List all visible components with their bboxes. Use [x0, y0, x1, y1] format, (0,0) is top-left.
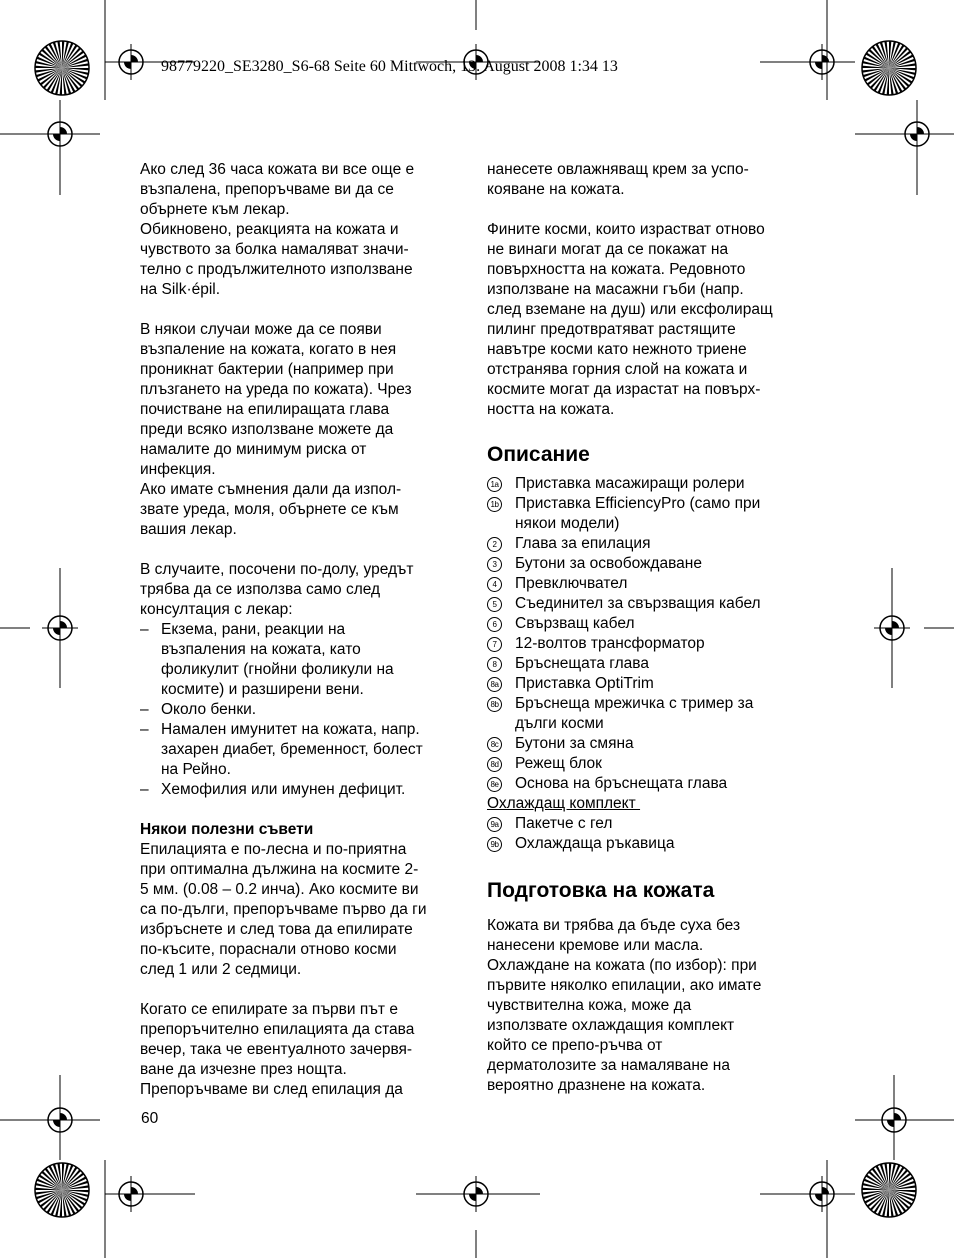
- list-item: 8d Режещ блок: [487, 754, 817, 774]
- item-number-badge: 8a: [487, 677, 502, 692]
- registration-target-icon: [874, 610, 910, 646]
- paragraph-ingrown-hairs: Фините косми, които израстват отново не винаги могат да се покажат на повърхността на кожата. Редовното използване на масажни гъби (напр. след вземане на душ) или ексфолиращ пилинг предотвратяват растящите навътре косми като нежното триене отстранява горния слой на кожата и космите могат да израстат на повърх- ността на кожата.: [487, 221, 773, 418]
- list-item: 2 Глава за епилация: [487, 534, 817, 554]
- conditions-list: [140, 620, 465, 800]
- print-header: 98779220_SE3280_S6-68 Seite 60 Mittwoch, 13. August 2008 1:34 13: [161, 58, 618, 75]
- list-item: 5 Съединител за свързващия кабел: [487, 594, 817, 614]
- tips-heading: Някои полезни съвети: [140, 821, 314, 838]
- page-number: 60: [141, 1110, 159, 1127]
- list-item: 8a Приставка OptiTrim: [487, 674, 817, 694]
- paragraph-first-time: Когато се епилирате за първи път е препоръчително епилацията да става вечер, така че евентуалното зачервя- ване да изчезне през нощта. Препоръчваме ви след епилация да: [140, 1001, 415, 1098]
- item-number-badge: 9b: [487, 837, 502, 852]
- cooling-kit-heading: Охлаждащ комплект: [487, 795, 641, 812]
- registration-target-icon: [899, 116, 935, 152]
- item-number-badge: 1a: [487, 477, 502, 492]
- left-column: [140, 160, 465, 1100]
- item-number-badge: 6: [487, 617, 502, 632]
- paragraph-consult: В случаите, посочени по-долу, уредът трябва да се използва само след консултация с лекар:: [140, 561, 414, 618]
- item-number-badge: 8: [487, 657, 502, 672]
- list-item: 8b Бръснеща мрежичка с тример за дълги косми: [487, 694, 817, 734]
- item-number-badge: 8e: [487, 777, 502, 792]
- item-number-badge: 1b: [487, 497, 502, 512]
- paragraph-tips: Някои полезни съвети Епилацията е по-лесна и по-приятна при оптимална дължина на космите 2- 5 мм. (0.08 – 0.2 инча). Ако космите ви са по-дълги, препоръчваме първо да ги избръснете и след това да епилирате по-късите, пораснали отново косми след 1 или 2 седмици.: [140, 820, 465, 980]
- item-number-badge: 8c: [487, 737, 502, 752]
- list-item: – Около бенки.: [140, 701, 257, 718]
- list-item: 1a Приставка масажиращи ролери: [487, 474, 817, 494]
- list-item: 1b Приставка EfficiencyPro (само при някои модели): [487, 494, 817, 534]
- paragraph-doctor-advice: Ако след 36 часа кожата ви все още е възпалена, препоръчваме ви да се обърнете към лекар. Обикновено, реакцията на кожата и чувството за болка намаляват значи- телно с продължителното използване на Silk·épil.: [140, 161, 415, 298]
- starburst-icon: [35, 1163, 89, 1217]
- list-item: 7 12-волтов трансформатор: [487, 634, 817, 654]
- registration-target-icon: [42, 116, 78, 152]
- paragraph-skin-preparation: Кожата ви трябва да бъде суха без нанесени кремове или масла. Охлаждане на кожата (по избор): при първите няколко епилации, ако имате чувствителна кожа, може да използвате охлаждащия комплект който се препо-ръчва от дерматолозите за намаляване на вероятно дразнене на кожата.: [487, 917, 762, 1094]
- list-item: 6 Свързващ кабел: [487, 614, 817, 634]
- skin-preparation-heading: Подготовка на кожата: [487, 879, 715, 902]
- item-number-badge: 8b: [487, 697, 502, 712]
- list-item: – Екзема, рани, реакции на възпаления на кожата, като фоликулит (гнойни фоликули на космите) и разширени вени.: [140, 621, 394, 698]
- list-item: 3 Бутони за освобождаване: [487, 554, 817, 574]
- list-item: 9a Пакетче с гел: [487, 814, 817, 834]
- list-item: 8e Основа на бръснещата глава: [487, 774, 817, 794]
- description-list: [487, 474, 817, 794]
- registration-target-icon: [804, 44, 840, 80]
- item-number-badge: 4: [487, 577, 502, 592]
- list-item: 4 Превключвател: [487, 574, 817, 594]
- registration-target-icon: [42, 610, 78, 646]
- registration-target-icon: [458, 1176, 494, 1212]
- item-number-badge: 5: [487, 597, 502, 612]
- starburst-icon: [862, 1163, 916, 1217]
- registration-target-icon: [42, 1102, 78, 1138]
- list-item: – Хемофилия или имунен дефицит.: [140, 781, 406, 798]
- list-item: 8 Бръснещата глава: [487, 654, 817, 674]
- list-item: 9b Охлаждаща ръкавица: [487, 834, 817, 854]
- item-number-badge: 8d: [487, 757, 502, 772]
- registration-target-icon: [113, 44, 149, 80]
- list-item: – Намален имунитет на кожата, напр. захарен диабет, бременност, болест на Рейно.: [140, 721, 423, 778]
- registration-target-icon: [804, 1176, 840, 1212]
- right-column: [487, 160, 817, 1096]
- item-number-badge: 2: [487, 537, 502, 552]
- description-heading: Описание: [487, 443, 590, 466]
- item-number-badge: 3: [487, 557, 502, 572]
- item-number-badge: 7: [487, 637, 502, 652]
- item-number-badge: 9a: [487, 817, 502, 832]
- cooling-kit-list: [487, 814, 817, 854]
- starburst-icon: [862, 41, 916, 95]
- paragraph-cream: нанесете овлажняващ крем за успо- кояване на кожата.: [487, 161, 749, 198]
- paragraph-infection: В някои случаи може да се появи възпаление на кожата, когато в нея проникнат бактерии (например при плъзгането на уреда по кожата). Чрез почистване на епилиращата глава преди всяко използване можете да намалите до минимум риска от инфекция. Ако имате съмнения дали да изпол- звате уреда, моля, обърнете се към вашия лекар.: [140, 321, 412, 538]
- starburst-icon: [35, 41, 89, 95]
- list-item: 8c Бутони за смяна: [487, 734, 817, 754]
- registration-target-icon: [113, 1176, 149, 1212]
- registration-target-icon: [876, 1102, 912, 1138]
